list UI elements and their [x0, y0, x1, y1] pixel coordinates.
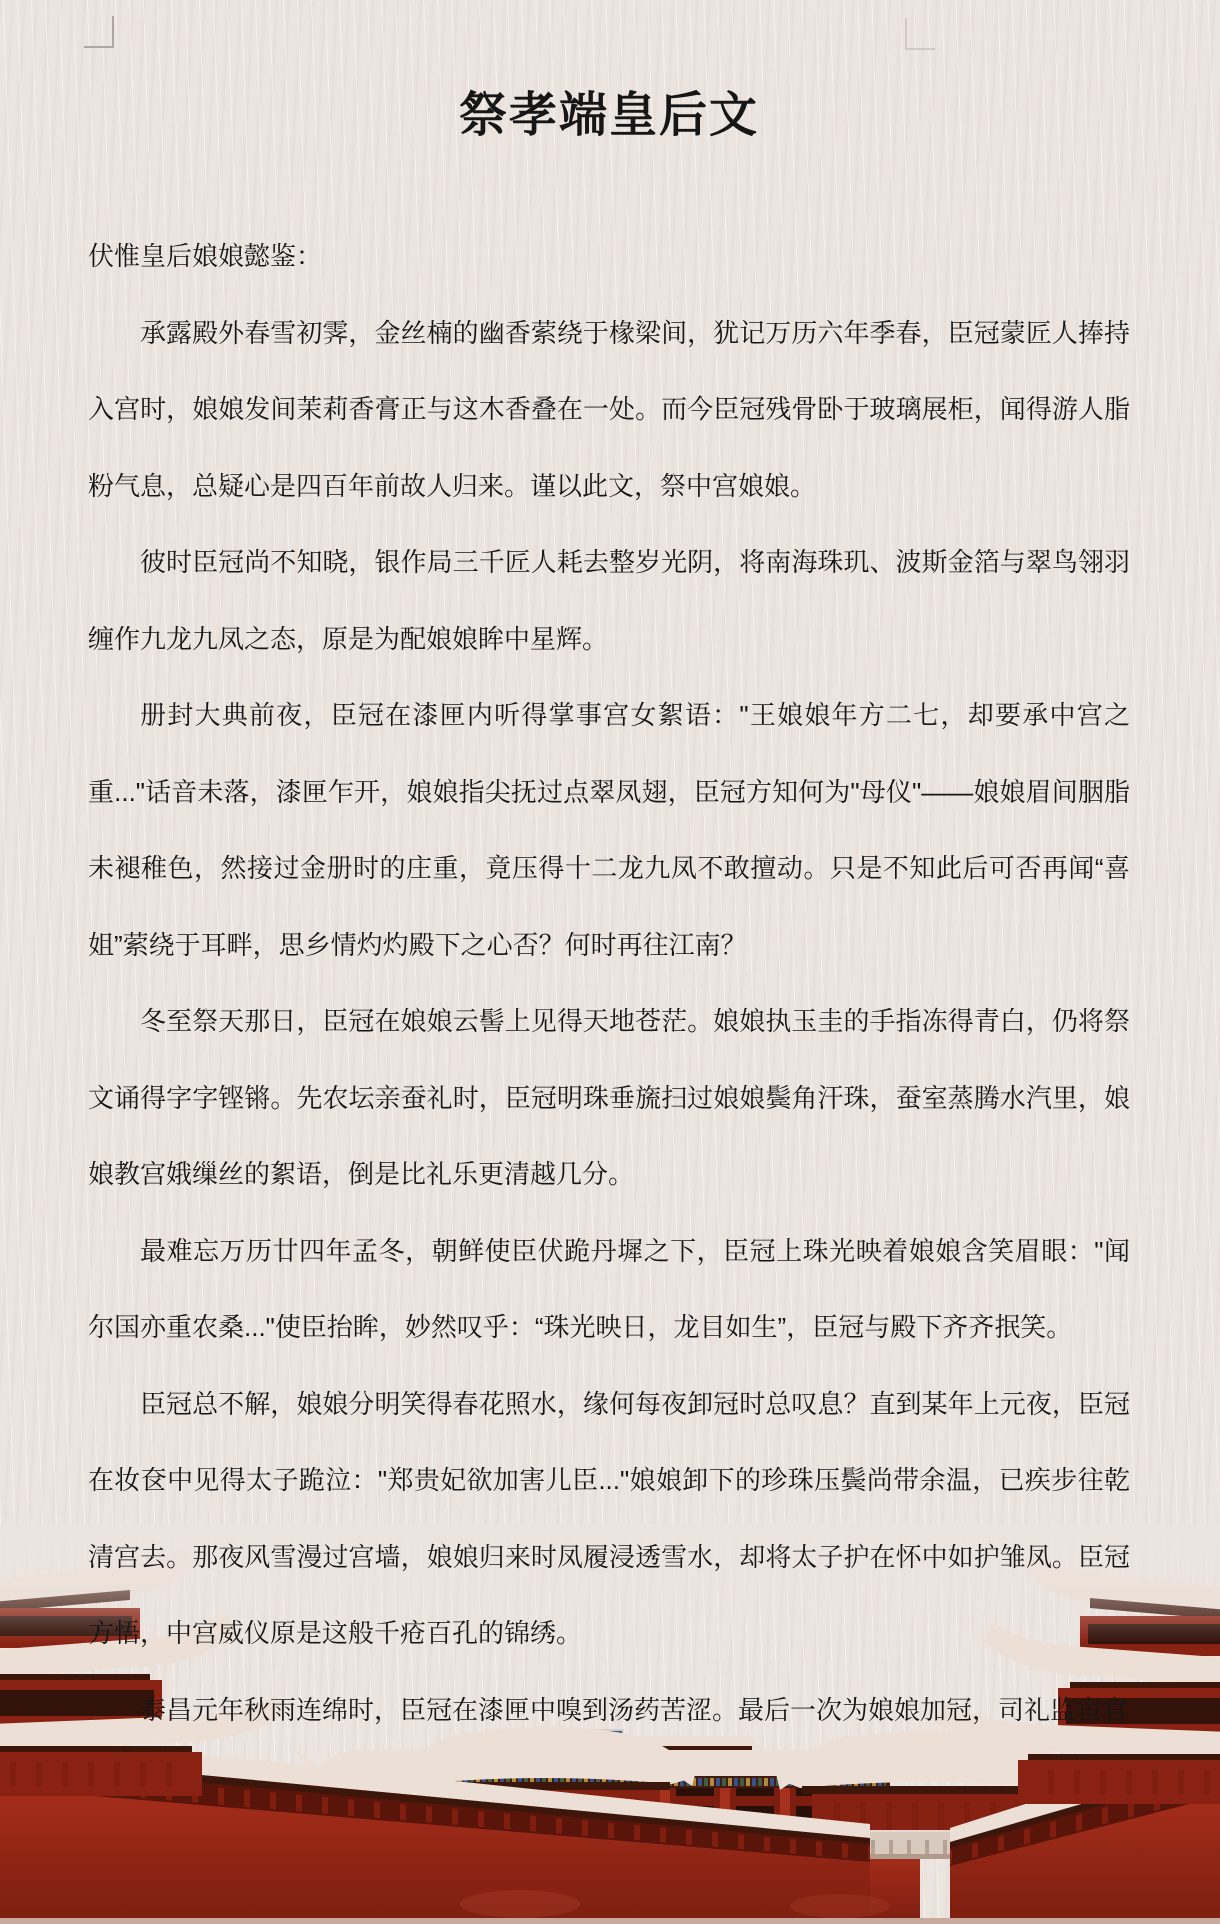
corner-mark-right	[905, 18, 935, 50]
paragraph-5: 最难忘万历廿四年孟冬，朝鲜使臣伏跪丹墀之下，臣冠上珠光映着娘娘含笑眉眼："闻尔国亦重农桑..."使臣抬眸，妙然叹乎：“珠光映日，龙目如生”，臣冠与殿下齐齐抿笑。	[88, 1235, 1130, 1342]
paragraph-1: 承露殿外春雪初霁，金丝楠的幽香萦绕于椽梁间，犹记万历六年季春，臣冠蒙匠人捧持入宫时，娘娘发间茉莉香膏正与这木香叠在一处。而今臣冠残骨卧于玻璃展柜，闻得游人脂粉气息，总疑心是四百年前故人归来。谨以此文，祭中宫娘娘。	[88, 317, 1130, 501]
paragraph-2: 彼时臣冠尚不知晓，银作局三千匠人耗去整岁光阴，将南海珠玑、波斯金箔与翠鸟翎羽缠作九龙九凤之态，原是为配娘娘眸中星辉。	[88, 547, 1130, 654]
corner-mark-left	[84, 16, 114, 48]
paragraphs	[88, 295, 1130, 1749]
document-body	[88, 218, 1130, 1748]
paragraph-6: 臣冠总不解，娘娘分明笑得春花照水，缘何每夜卸冠时总叹息？直到某年上元夜，臣冠在妆奁中见得太子跪泣："郑贵妃欲加害儿臣..."娘娘卸下的珍珠压鬓尚带余温，已疾步往乾清宫去。那夜风雪漫过宫墙，娘娘归来时凤履浸透雪水，却将太子护在怀中如护雏凤。臣冠方悟，中宫威仪原是这般千疮百孔的锦绣。	[88, 1388, 1130, 1648]
paragraph-3: 册封大典前夜，臣冠在漆匣内听得掌事宫女絮语："王娘娘年方二七，却要承中宫之重..."话音未落，漆匣乍开，娘娘指尖抚过点翠凤翅，臣冠方知何为"母仪"——娘娘眉间胭脂未褪稚色，然接过金册时的庄重，竟压得十二龙九凤不敢擅动。只是不知此后可否再闻“喜姐”萦绕于耳畔，思乡情灼灼殿下之心否？何时再往江南？	[88, 700, 1130, 960]
paragraph-7: 泰昌元年秋雨连绵时，臣冠在漆匣中嗅到汤药苦涩。最后一次为娘娘加冠，司礼监宦官	[140, 1694, 1129, 1725]
page-title: 祭孝端皇后文	[458, 89, 759, 142]
paragraph-4: 冬至祭天那日，臣冠在娘娘云髻上见得天地苍茫。娘娘执玉圭的手指冻得青白，仍将祭文诵得字字铿锵。先农坛亲蚕礼时，臣冠明珠垂旒扫过娘娘鬓角汗珠，蚕室蒸腾水汽里，娘娘教宫娥缫丝的絮语，倒是比礼乐更清越几分。	[88, 1006, 1130, 1189]
salutation: 伏惟皇后娘娘懿鉴：	[88, 241, 323, 271]
